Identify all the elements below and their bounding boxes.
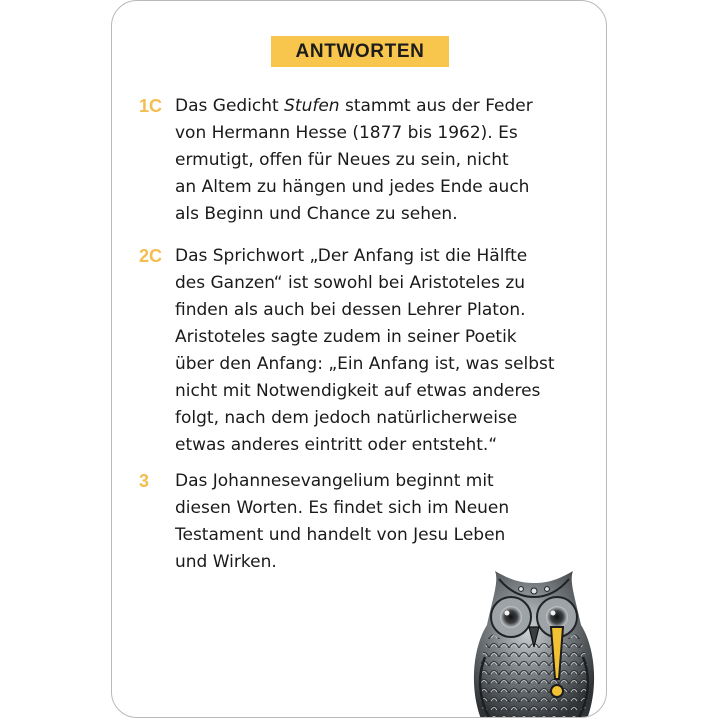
answer-line: Das Johannesevangelium beginnt mit [175,471,494,491]
answer-card [111,0,607,718]
poem-title: Stufen [284,96,340,116]
answer-number: 3 [139,471,150,491]
answer-number: 2C [139,246,163,266]
answer-line: nicht mit Notwendigkeit auf etwas anderes [175,381,541,401]
card-title: ANTWORTEN [271,36,449,67]
answer-text [175,93,599,228]
owl-figurine-icon [459,567,607,718]
answer-line: diesen Worten. Es findet sich im Neuen [175,498,510,518]
answer-number: 1C [139,96,163,116]
answer-line: finden als auch bei dessen Lehrer Platon. [175,300,526,320]
answer-line: Das Gedicht Stufen stammt aus der Feder [175,96,533,116]
answer-line: Das Sprichwort „Der Anfang ist die Hälfte [175,246,528,266]
answer-line: etwas anderes eintritt oder entsteht.“ [175,435,498,455]
answer-line: von Hermann Hesse (1877 bis 1962). Es [175,123,518,143]
answer-text [175,243,599,459]
exclamation-mark-icon [551,627,563,697]
answer-line: über den Anfang: „Ein Anfang ist, was selbst [175,354,555,374]
answer-line: ermutigt, offen für Neues zu sein, nicht [175,150,509,170]
answer-line: des Ganzen“ ist sowohl bei Aristoteles zu [175,273,526,293]
answer-line: und Wirken. [175,552,277,572]
answer-line: folgt, nach dem jedoch natürlicherweise [175,408,518,428]
answer-line: Testament und handelt von Jesu Leben [175,525,506,545]
answer-line: als Beginn und Chance zu sehen. [175,204,458,224]
answer-line: Aristoteles sagte zudem in seiner Poetik [175,327,517,347]
answer-line: an Altem zu hängen und jedes Ende auch [175,177,530,197]
answer-text [175,468,599,576]
